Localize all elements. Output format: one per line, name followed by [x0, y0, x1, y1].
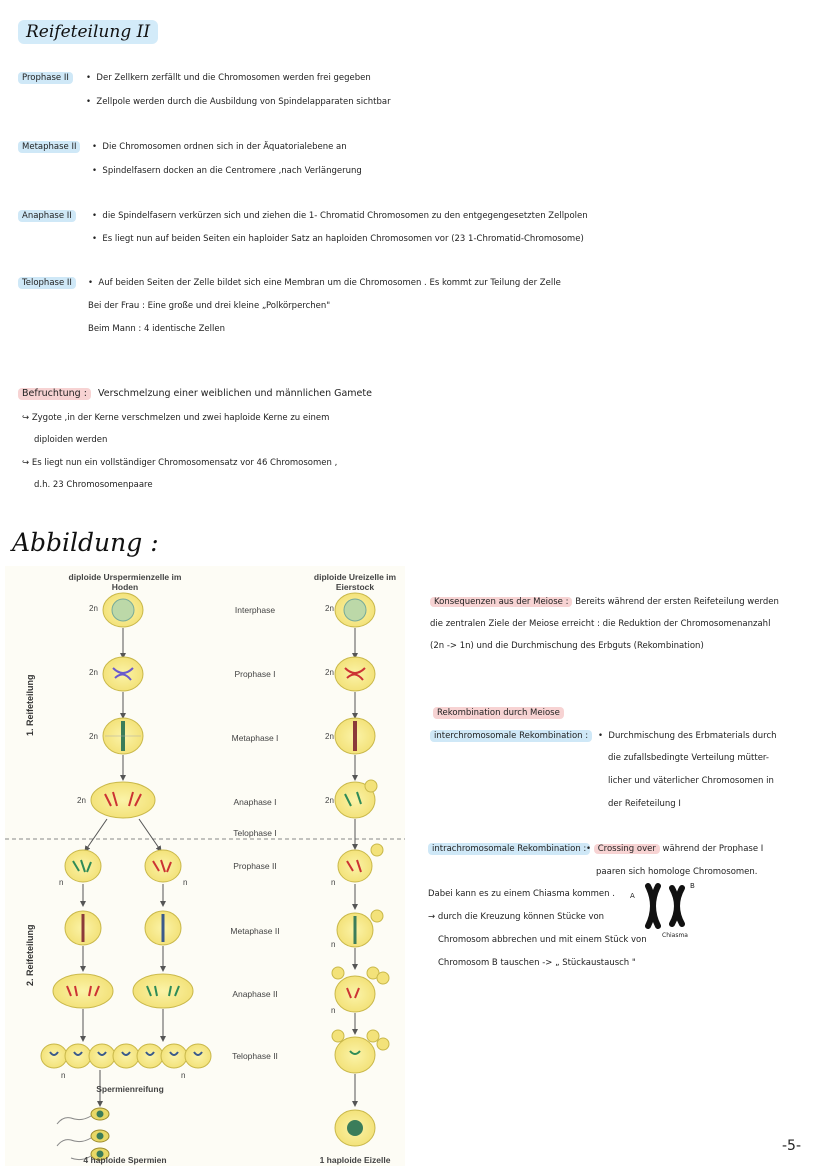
left-bottom-label: 4 haploide Spermien — [83, 1155, 167, 1165]
side-label-1: 1. Reifeteilung — [25, 674, 35, 736]
ploidy-label: n — [331, 940, 336, 949]
phase-line: Beim Mann : 4 identische Zellen — [88, 324, 225, 334]
ploidy-label: 2n — [77, 796, 86, 805]
ploidy-label: n — [331, 1006, 336, 1015]
ploidy-label: n — [331, 878, 336, 887]
intra-line: • Crossing over während der Prophase I — [586, 844, 764, 854]
ploidy-label: n — [59, 878, 64, 887]
inter-line: der Reifeteilung I — [608, 799, 681, 809]
page-number: -5- — [782, 1138, 802, 1154]
side-label-2: 2. Reifeteilung — [25, 924, 35, 986]
ploidy-label: n — [181, 1071, 186, 1080]
chiasma-sketch — [632, 876, 712, 936]
chiasma-line: → durch die Kreuzung können Stücke von — [428, 912, 605, 922]
ploidy-label: 2n — [325, 796, 334, 805]
phase-line: • die Spindelfasern verkürzen sich und ziehen die 1- Chromatid Chromosomen zu den entgegengesetzten Zellpolen — [92, 211, 588, 221]
phase-line: • Zellpole werden durch die Ausbildung von Spindelapparaten sichtbar — [86, 97, 391, 107]
stage-label: Interphase — [234, 605, 276, 615]
stage-label: Prophase I — [234, 669, 276, 679]
konsequenzen-line: (2n -> 1n) und die Durchmischung des Erbguts (Rekombination) — [430, 641, 704, 651]
befruchtung-line: ↪ Es liegt nun ein vollständiger Chromosomensatz vor 46 Chromosomen , — [22, 458, 338, 468]
stage-label: Prophase II — [233, 861, 277, 871]
inter-label: interchromosomale Rekombination : — [430, 730, 592, 742]
chrom-b-label: B — [690, 882, 695, 890]
phase-line: • Spindelfasern docken an die Centromere ,nach Verlängerung — [92, 166, 362, 176]
chrom-a-label: A — [630, 892, 635, 900]
stage-label: Telophase II — [232, 1051, 278, 1061]
chiasma-label: Chiasma — [662, 932, 688, 939]
abbildung-heading: Abbildung : — [12, 528, 159, 557]
ploidy-label: 2n — [89, 604, 98, 613]
phase-line: • Auf beiden Seiten der Zelle bildet sich eine Membran um die Chromosomen . Es kommt zur Teilung der Zelle — [88, 278, 561, 288]
phase-label-metaphase-ii: Metaphase II — [18, 141, 80, 153]
phase-label-telophase-ii: Telophase II — [18, 277, 76, 289]
left-top-label: diploide Urspermienzelle im Hoden — [68, 572, 182, 592]
stage-label: Telophase I — [233, 828, 277, 838]
inter-line: die zufallsbedingte Verteilung mütter- — [608, 753, 769, 763]
ploidy-label: n — [183, 878, 188, 887]
befruchtung-line: ↪ Zygote ,in der Kerne verschmelzen und zwei haploide Kerne zu einem — [22, 413, 330, 423]
intra-line: paaren sich homologe Chromosomen. — [596, 867, 758, 877]
right-column-cells — [332, 593, 389, 1146]
befruchtung-line: d.h. 23 Chromosomenpaare — [34, 480, 153, 490]
ploidy-label: 2n — [89, 732, 98, 741]
phase-line: • Der Zellkern zerfällt und die Chromosomen werden frei gegeben — [86, 73, 371, 83]
konsequenzen-line: Konsequenzen aus der Meiose : Bereits während der ersten Reifeteilung werden — [430, 596, 779, 608]
phase-line: • Die Chromosomen ordnen sich in der Äquatorialebene an — [92, 142, 347, 152]
konsequenzen-line: die zentralen Ziele der Meiose erreicht : die Reduktion der Chromosomenanzahl — [430, 619, 771, 629]
befruchtung-line: diploiden werden — [34, 435, 108, 445]
phase-label-anaphase-ii: Anaphase II — [18, 210, 76, 222]
ploidy-label: n — [61, 1071, 66, 1080]
meiosis-figure — [5, 566, 405, 1166]
intra-label: intrachromosomale Rekombination : — [428, 843, 590, 855]
left-column-cells — [41, 593, 211, 1160]
ploidy-label: 2n — [325, 668, 334, 677]
spermienreifung-label: Spermienreifung — [96, 1084, 164, 1094]
stage-label: Metaphase I — [231, 733, 279, 743]
phase-line: • Es liegt nun auf beiden Seiten ein haploider Satz an haploiden Chromosomen vor (23 1-Chromatid-Chromosome) — [92, 234, 584, 244]
befruchtung-label: Befruchtung : — [18, 388, 91, 400]
phase-label-prophase-ii: Prophase II — [18, 72, 73, 84]
stage-label: Anaphase I — [233, 797, 277, 807]
chiasma-line: Dabei kann es zu einem Chiasma kommen . — [428, 889, 615, 899]
inter-line: licher und väterlicher Chromosomen in — [608, 776, 774, 786]
chiasma-line: Chromosom abbrechen und mit einem Stück von — [438, 935, 647, 945]
phase-line: Bei der Frau : Eine große und drei kleine „Polkörperchen" — [88, 301, 331, 311]
stage-label: Anaphase II — [232, 989, 278, 999]
inter-line: • Durchmischung des Erbmaterials durch — [598, 731, 777, 741]
rekombination-title: Rekombination durch Meiose — [433, 707, 564, 719]
befruchtung-definition: Verschmelzung einer weiblichen und männlichen Gamete — [98, 388, 372, 399]
right-top-label: diploide Ureizelle im Eierstock — [313, 572, 397, 592]
ploidy-label: 2n — [325, 732, 334, 741]
page-title: Reifeteilung II — [18, 20, 158, 44]
right-bottom-label: 1 haploide Eizelle — [319, 1155, 391, 1165]
ploidy-label: 2n — [325, 604, 334, 613]
stage-label: Metaphase II — [230, 926, 280, 936]
chiasma-line: Chromosom B tauschen -> „ Stückaustausch " — [438, 958, 636, 968]
ploidy-label: 2n — [89, 668, 98, 677]
